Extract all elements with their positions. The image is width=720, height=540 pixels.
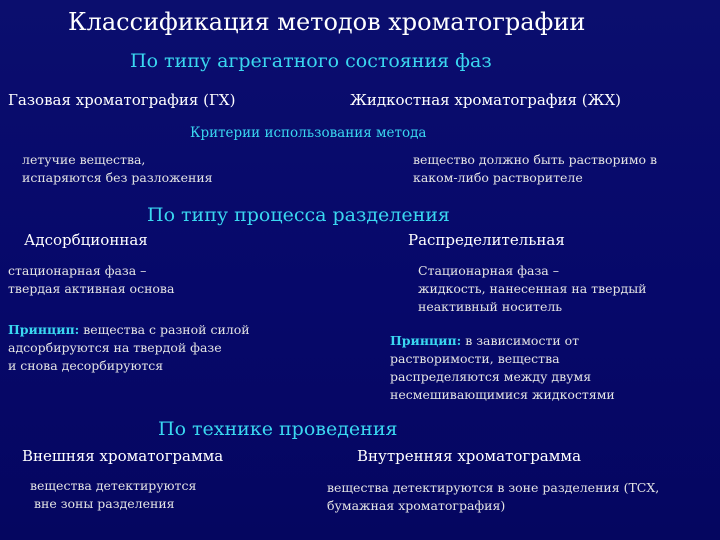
- note-line: адсорбируются на твердой фазе: [8, 340, 222, 356]
- adsorption-label: Адсорбционная: [24, 231, 148, 249]
- note-line: бумажная хроматография): [327, 498, 506, 514]
- principle-label: Принцип:: [8, 322, 80, 337]
- note-line: стационарная фаза –: [8, 263, 147, 278]
- note-line: вещество должно быть растворимо в: [413, 152, 658, 167]
- internal-chromatogram-label: Внутренняя хроматограмма: [357, 447, 582, 465]
- note-line: и снова десорбируются: [8, 358, 164, 374]
- partition-principle: [390, 332, 615, 405]
- note-line: Стационарная фаза –: [418, 263, 559, 278]
- note-line: вещества детектируются: [30, 478, 197, 493]
- section-heading-phase-state: По типу агрегатного состояния фаз: [130, 50, 492, 72]
- partition-phase-note: [418, 262, 647, 316]
- note-line: в зависимости от: [461, 333, 580, 348]
- note-line: твердая активная основа: [8, 281, 175, 297]
- adsorption-principle: [8, 321, 250, 375]
- liquid-criteria-note: [413, 151, 657, 187]
- section-heading-separation-process: По типу процесса разделения: [147, 204, 450, 226]
- page-title: Классификация методов хроматографии: [68, 8, 586, 36]
- note-line: вне зоны разделения: [30, 496, 175, 512]
- internal-chromatogram-note: [327, 479, 659, 515]
- note-line: летучие вещества,: [22, 152, 146, 167]
- note-line: неактивный носитель: [418, 299, 563, 315]
- note-line: растворимости, вещества: [390, 351, 560, 367]
- gas-criteria-note: [22, 151, 213, 187]
- note-line: каком-либо растворителе: [413, 170, 583, 186]
- section-heading-technique: По технике проведения: [158, 418, 398, 440]
- liquid-chromatography-label: Жидкостная хроматография (ЖХ): [350, 91, 622, 109]
- note-line: несмешивающимися жидкостями: [390, 387, 615, 403]
- note-line: жидкость, нанесенная на твердый: [418, 281, 647, 297]
- external-chromatogram-note: [30, 477, 196, 513]
- partition-label: Распределительная: [408, 231, 565, 249]
- principle-label: Принцип:: [390, 333, 462, 348]
- external-chromatogram-label: Внешняя хроматограмма: [22, 447, 224, 465]
- note-line: испаряются без разложения: [22, 170, 213, 186]
- note-line: вещества с разной силой: [79, 322, 250, 337]
- adsorption-phase-note: [8, 262, 174, 298]
- note-line: распределяются между двумя: [390, 369, 592, 385]
- criteria-label: Критерии использования метода: [190, 125, 427, 141]
- gas-chromatography-label: Газовая хроматография (ГХ): [8, 91, 236, 109]
- note-line: вещества детектируются в зоне разделения (ТСХ,: [327, 480, 660, 495]
